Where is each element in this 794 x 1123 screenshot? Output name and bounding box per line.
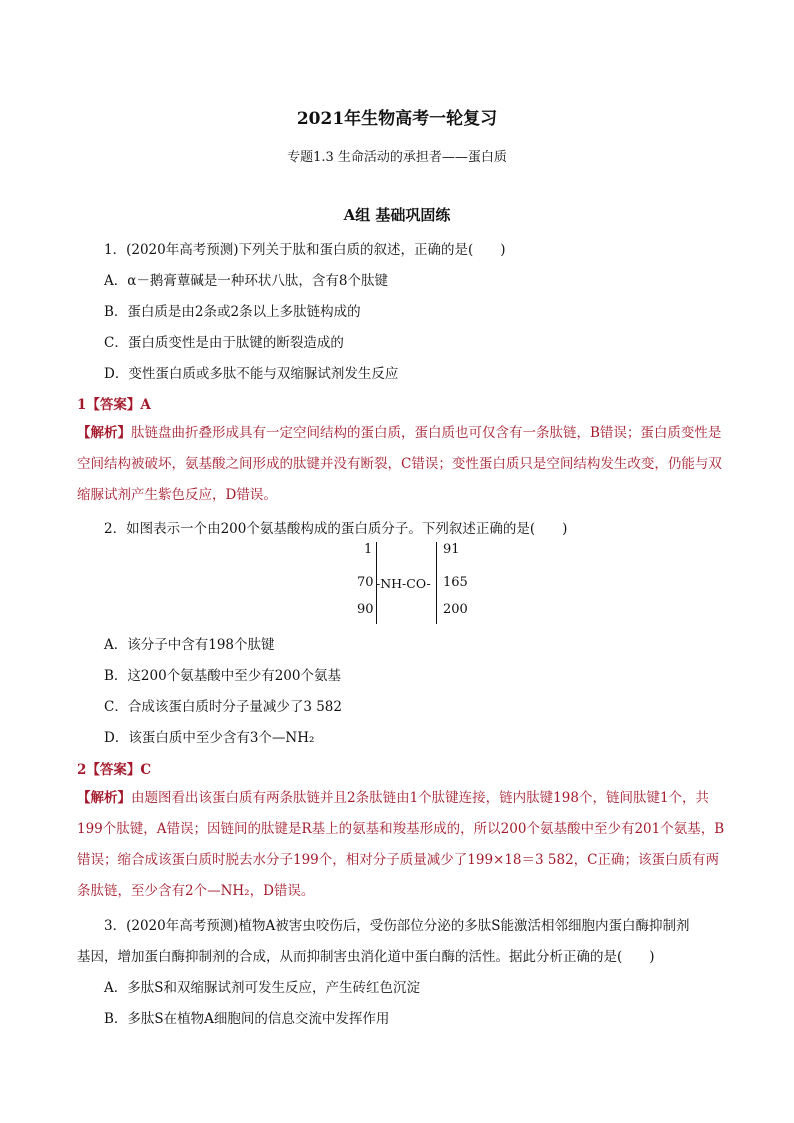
right-label-top: 91 bbox=[443, 542, 460, 557]
question-3-option-a: A．多肽S和双缩脲试剂可发生反应，产生砖红色沉淀 bbox=[104, 980, 420, 996]
question-2-explanation bbox=[77, 783, 729, 907]
question-2-answer: 2【答案】C bbox=[77, 762, 152, 778]
question-1-option-a: A．α－鹅膏蕈碱是一种环状八肽，含有8个肽键 bbox=[104, 273, 388, 289]
right-chain-line bbox=[436, 542, 437, 624]
section-title: A组 基础巩固练 bbox=[343, 206, 451, 224]
question-2-option-b: B．这200个氨基酸中至少有200个氨基 bbox=[104, 668, 341, 684]
question-2-option-a: A．该分子中含有198个肽键 bbox=[104, 637, 275, 653]
question-1-option-c: C．蛋白质变性是由于肽键的断裂造成的 bbox=[104, 335, 344, 351]
question-3-stem-line-2: 基因，增加蛋白酶抑制剂的合成，从而抑制害虫消化道中蛋白酶的活性。据此分析正确的是( ) bbox=[77, 949, 655, 965]
question-3-option-b: B．多肽S在植物A细胞间的信息交流中发挥作用 bbox=[104, 1011, 390, 1027]
question-2-option-c: C．合成该蛋白质时分子量减少了3 582 bbox=[104, 699, 342, 715]
page-title: 2021年生物高考一轮复习 bbox=[296, 109, 498, 129]
question-1-answer: 1【答案】A bbox=[77, 397, 151, 413]
peptide-bond-label: -NH-CO- bbox=[376, 576, 431, 591]
protein-structure-diagram bbox=[340, 540, 490, 626]
question-2-stem: 2．如图表示一个由200个氨基酸构成的蛋白质分子。下列叙述正确的是( ) bbox=[104, 521, 568, 537]
explanation-text: 由题图看出该蛋白质有两条肽链并且2条肽链由1个肽键连接，链内肽键198个，链间肽键1个，共199个肽键，A错误；因链间的肽键是R基上的氨基和羧基形成的，所以200个氨基酸中至少有201个氨基，B错误；缩合成该蛋白质时脱去水分子199个，相对分子质量减少了199×18＝3 582，C正确；该蛋白质有两条肽链，至少含有2个—NH₂，D错误。 bbox=[77, 790, 725, 899]
explanation-text: 肽链盘曲折叠形成具有一定空间结构的蛋白质，蛋白质也可仅含有一条肽链，B错误；蛋白质变性是空间结构被破坏，氨基酸之间形成的肽键并没有断裂，C错误；变性蛋白质只是空间结构发生改变，仍能与双缩脲试剂产生紫色反应，D错误。 bbox=[77, 425, 722, 503]
right-label-bottom: 200 bbox=[443, 602, 468, 617]
page-subtitle: 专题1.3 生命活动的承担者——蛋白质 bbox=[287, 150, 507, 165]
right-label-middle: 165 bbox=[443, 575, 468, 590]
explanation-tag: 【解析】 bbox=[77, 790, 131, 806]
left-label-middle: 70 bbox=[357, 575, 374, 590]
left-label-top: 1 bbox=[364, 542, 373, 557]
question-1-explanation bbox=[77, 418, 729, 511]
question-3-stem-line-1: 3．(2020年高考预测)植物A被害虫咬伤后，受伤部位分泌的多肽S能激活相邻细胞内蛋白酶抑制剂 bbox=[104, 918, 690, 934]
question-1-option-d: D．变性蛋白质或多肽不能与双缩脲试剂发生反应 bbox=[104, 366, 399, 382]
explanation-tag: 【解析】 bbox=[77, 425, 131, 441]
left-label-bottom: 90 bbox=[357, 602, 374, 617]
question-1-option-b: B．蛋白质是由2条或2条以上多肽链构成的 bbox=[104, 304, 361, 320]
question-1-stem: 1．(2020年高考预测)下列关于肽和蛋白质的叙述，正确的是( ) bbox=[104, 242, 506, 258]
question-2-option-d: D．该蛋白质中至少含有3个—NH₂ bbox=[104, 730, 315, 746]
